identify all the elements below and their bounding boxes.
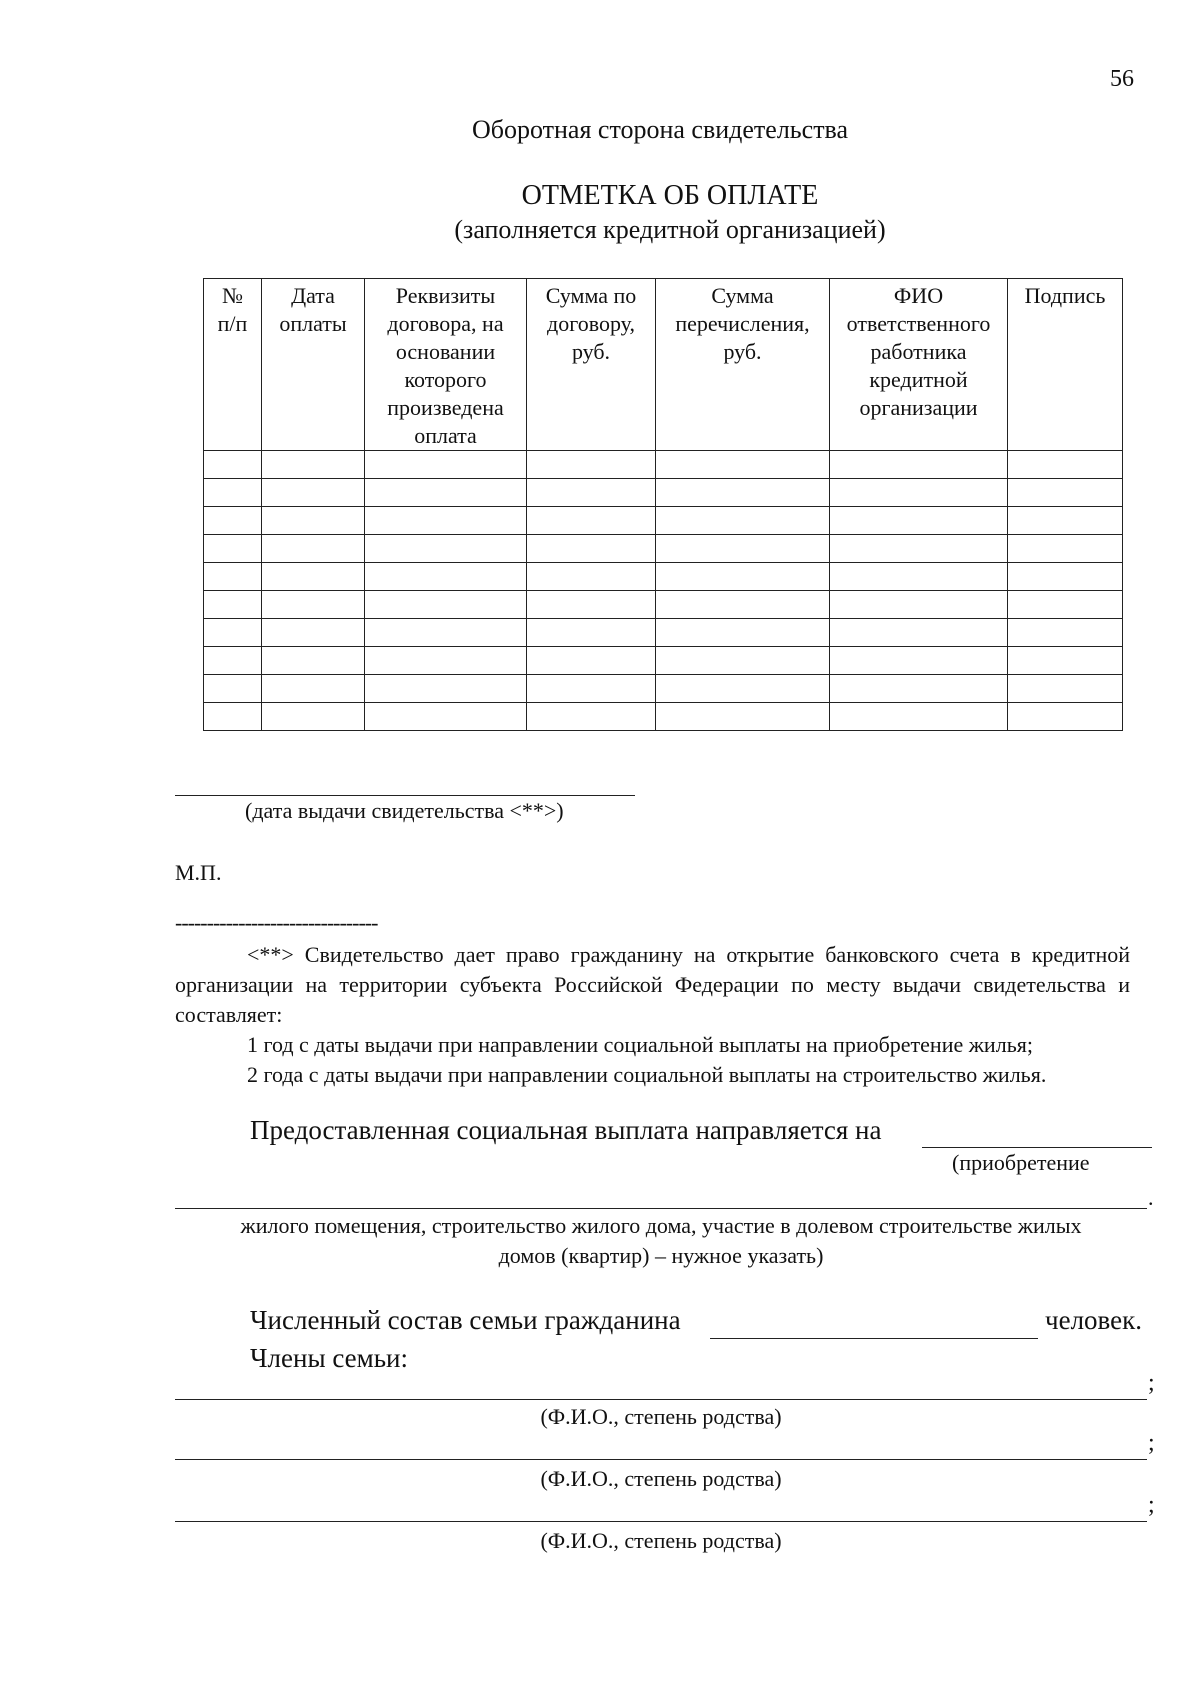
table-row (204, 591, 1123, 619)
table-cell[interactable] (262, 591, 365, 619)
stamp-label: М.П. (175, 860, 222, 885)
section-title: ОТМЕТКА ОБ ОПЛАТЕ (521, 180, 819, 211)
table-row (204, 535, 1123, 563)
table-cell[interactable] (262, 619, 365, 647)
payment-direction-line-2 (175, 1208, 1147, 1209)
table-cell[interactable] (365, 479, 527, 507)
column-header-line: кредитной (869, 367, 968, 392)
column-header-line: ФИО (893, 283, 944, 308)
table-cell[interactable] (365, 619, 527, 647)
column-header-line: руб. (723, 339, 762, 364)
table-cell[interactable] (365, 451, 527, 479)
table-cell[interactable] (204, 479, 262, 507)
table-row (204, 619, 1123, 647)
table-cell[interactable] (365, 507, 527, 535)
table-cell[interactable] (527, 703, 656, 731)
table-cell[interactable] (656, 619, 830, 647)
table-cell[interactable] (365, 703, 527, 731)
table-cell[interactable] (1008, 507, 1123, 535)
table-cell[interactable] (527, 535, 656, 563)
table-cell[interactable] (1008, 675, 1123, 703)
table-cell[interactable] (1008, 535, 1123, 563)
table-body (204, 451, 1123, 731)
table-cell[interactable] (830, 563, 1008, 591)
table-cell[interactable] (365, 675, 527, 703)
table-column-header (262, 279, 365, 451)
column-header-line: работника (870, 339, 967, 364)
payment-direction-text: Предоставленная социальная выплата направляется на (250, 1115, 882, 1145)
table-cell[interactable] (656, 591, 830, 619)
table-cell[interactable] (656, 479, 830, 507)
table-cell[interactable] (1008, 563, 1123, 591)
family-member-caption-2: (Ф.И.О., степень родства) (540, 1466, 782, 1491)
issue-date-line (175, 795, 635, 796)
table-cell[interactable] (262, 647, 365, 675)
column-header-line: Реквизиты (395, 283, 496, 308)
payment-table (203, 278, 1123, 731)
column-header-line: п/п (217, 311, 248, 336)
table-cell[interactable] (656, 451, 830, 479)
table-column-header (656, 279, 830, 451)
table-cell[interactable] (830, 507, 1008, 535)
footnote (175, 940, 1130, 1090)
table-cell[interactable] (204, 535, 262, 563)
column-header-line: Подпись (1024, 283, 1106, 308)
payment-direction-caption-2: жилого помещения, строительство жилого дома, участие в долевом строительстве жилых (240, 1213, 1082, 1238)
table-cell[interactable] (830, 619, 1008, 647)
table-cell[interactable] (204, 563, 262, 591)
table-cell[interactable] (204, 451, 262, 479)
table-cell[interactable] (1008, 591, 1123, 619)
table-cell[interactable] (656, 703, 830, 731)
table-row (204, 563, 1123, 591)
family-member-line-1 (175, 1399, 1147, 1400)
table-column-header (830, 279, 1008, 451)
table-cell[interactable] (1008, 703, 1123, 731)
table-cell[interactable] (1008, 451, 1123, 479)
footnote-item-2: 2 года с даты выдачи при направлении социальной выплаты на строительство жилья. (247, 1062, 1047, 1087)
table-cell[interactable] (527, 563, 656, 591)
table-column-header (365, 279, 527, 451)
table-cell[interactable] (262, 563, 365, 591)
table-cell[interactable] (365, 563, 527, 591)
page-number: 56 (1110, 66, 1134, 92)
family-size-line (710, 1338, 1038, 1339)
table-cell[interactable] (365, 647, 527, 675)
table-cell[interactable] (365, 591, 527, 619)
table-cell[interactable] (204, 591, 262, 619)
page-heading: Оборотная сторона свидетельства (471, 115, 849, 144)
table-cell[interactable] (830, 703, 1008, 731)
table-cell[interactable] (1008, 647, 1123, 675)
family-member-caption-3: (Ф.И.О., степень родства) (540, 1528, 782, 1553)
table-cell[interactable] (262, 451, 365, 479)
table-cell[interactable] (527, 507, 656, 535)
family-member-caption-1: (Ф.И.О., степень родства) (540, 1404, 782, 1429)
table-column-header (1008, 279, 1123, 451)
table-cell[interactable] (262, 507, 365, 535)
table-cell[interactable] (1008, 479, 1123, 507)
column-header-line: руб. (571, 339, 611, 364)
table-cell[interactable] (656, 563, 830, 591)
footnote-item-1: 1 год с даты выдачи при направлении социальной выплаты на приобретение жилья; (247, 1032, 1033, 1057)
table-cell[interactable] (830, 591, 1008, 619)
table-row (204, 675, 1123, 703)
family-member-semicolon-1: ; (1148, 1370, 1155, 1396)
column-header-line: Сумма (711, 283, 774, 308)
family-member-line-3 (175, 1521, 1147, 1522)
column-header-line: договора, на (387, 311, 504, 336)
issue-date-caption: (дата выдачи свидетельства <**>) (245, 798, 564, 823)
family-member-line-2 (175, 1459, 1147, 1460)
table-row (204, 479, 1123, 507)
table-cell[interactable] (204, 647, 262, 675)
column-header-line: ответственного (846, 311, 991, 336)
payment-direction-line (922, 1147, 1152, 1148)
family-members-label: Члены семьи: (250, 1343, 408, 1373)
column-header-line: договору, (547, 311, 635, 336)
column-header-line: организации (859, 395, 978, 420)
table-cell[interactable] (656, 507, 830, 535)
table-cell[interactable] (656, 535, 830, 563)
section-subtitle: (заполняется кредитной организацией) (454, 215, 886, 244)
payment-direction-period: . (1148, 1185, 1154, 1210)
table-cell[interactable] (830, 535, 1008, 563)
table-column-header (527, 279, 656, 451)
family-size-label: Численный состав семьи гражданина (250, 1305, 681, 1335)
payment-direction-caption-3: домов (квартир) – нужное указать) (498, 1243, 824, 1268)
table-row (204, 451, 1123, 479)
table-row (204, 703, 1123, 731)
column-header-line: перечисления, (675, 311, 810, 336)
payment-direction-caption-1: (приобретение (952, 1150, 1090, 1175)
table-cell[interactable] (204, 703, 262, 731)
column-header-line: основании (395, 339, 496, 364)
footnote-text: <**> Свидетельство дает право гражданину на открытие банковского счета в кредитной организации на территории субъекта Российской Федерации по месту выдачи свидетельства и составляет: (175, 942, 1130, 1027)
family-member-semicolon-2: ; (1148, 1430, 1155, 1456)
table-cell[interactable] (1008, 619, 1123, 647)
table-header-row (204, 279, 1123, 451)
table-cell[interactable] (262, 479, 365, 507)
table-column-header (204, 279, 262, 451)
column-header-line: Сумма по (545, 283, 637, 308)
table-cell[interactable] (527, 479, 656, 507)
table-row (204, 507, 1123, 535)
table-cell[interactable] (204, 619, 262, 647)
family-size-unit: человек. (1045, 1305, 1142, 1335)
table-cell[interactable] (527, 619, 656, 647)
column-header-line: которого (404, 367, 487, 392)
table-cell[interactable] (656, 675, 830, 703)
table-cell[interactable] (527, 451, 656, 479)
table-cell[interactable] (527, 647, 656, 675)
table-cell[interactable] (262, 535, 365, 563)
table-cell[interactable] (204, 675, 262, 703)
column-header-line: Дата (291, 283, 335, 308)
table-cell[interactable] (527, 675, 656, 703)
table-row (204, 647, 1123, 675)
table-cell[interactable] (262, 675, 365, 703)
column-header-line: оплаты (279, 311, 347, 336)
column-header-line: произведена (387, 395, 504, 420)
table-cell[interactable] (830, 451, 1008, 479)
table-cell[interactable] (830, 675, 1008, 703)
table-cell[interactable] (656, 647, 830, 675)
table-cell[interactable] (830, 479, 1008, 507)
table-cell[interactable] (262, 703, 365, 731)
family-member-semicolon-3: ; (1148, 1492, 1155, 1518)
column-header-line: оплата (414, 423, 477, 448)
footnote-separator: -------------------------------- (175, 910, 378, 935)
table-cell[interactable] (527, 591, 656, 619)
column-header-line: № (222, 283, 243, 308)
table-cell[interactable] (204, 507, 262, 535)
table-cell[interactable] (365, 535, 527, 563)
table-cell[interactable] (830, 647, 1008, 675)
